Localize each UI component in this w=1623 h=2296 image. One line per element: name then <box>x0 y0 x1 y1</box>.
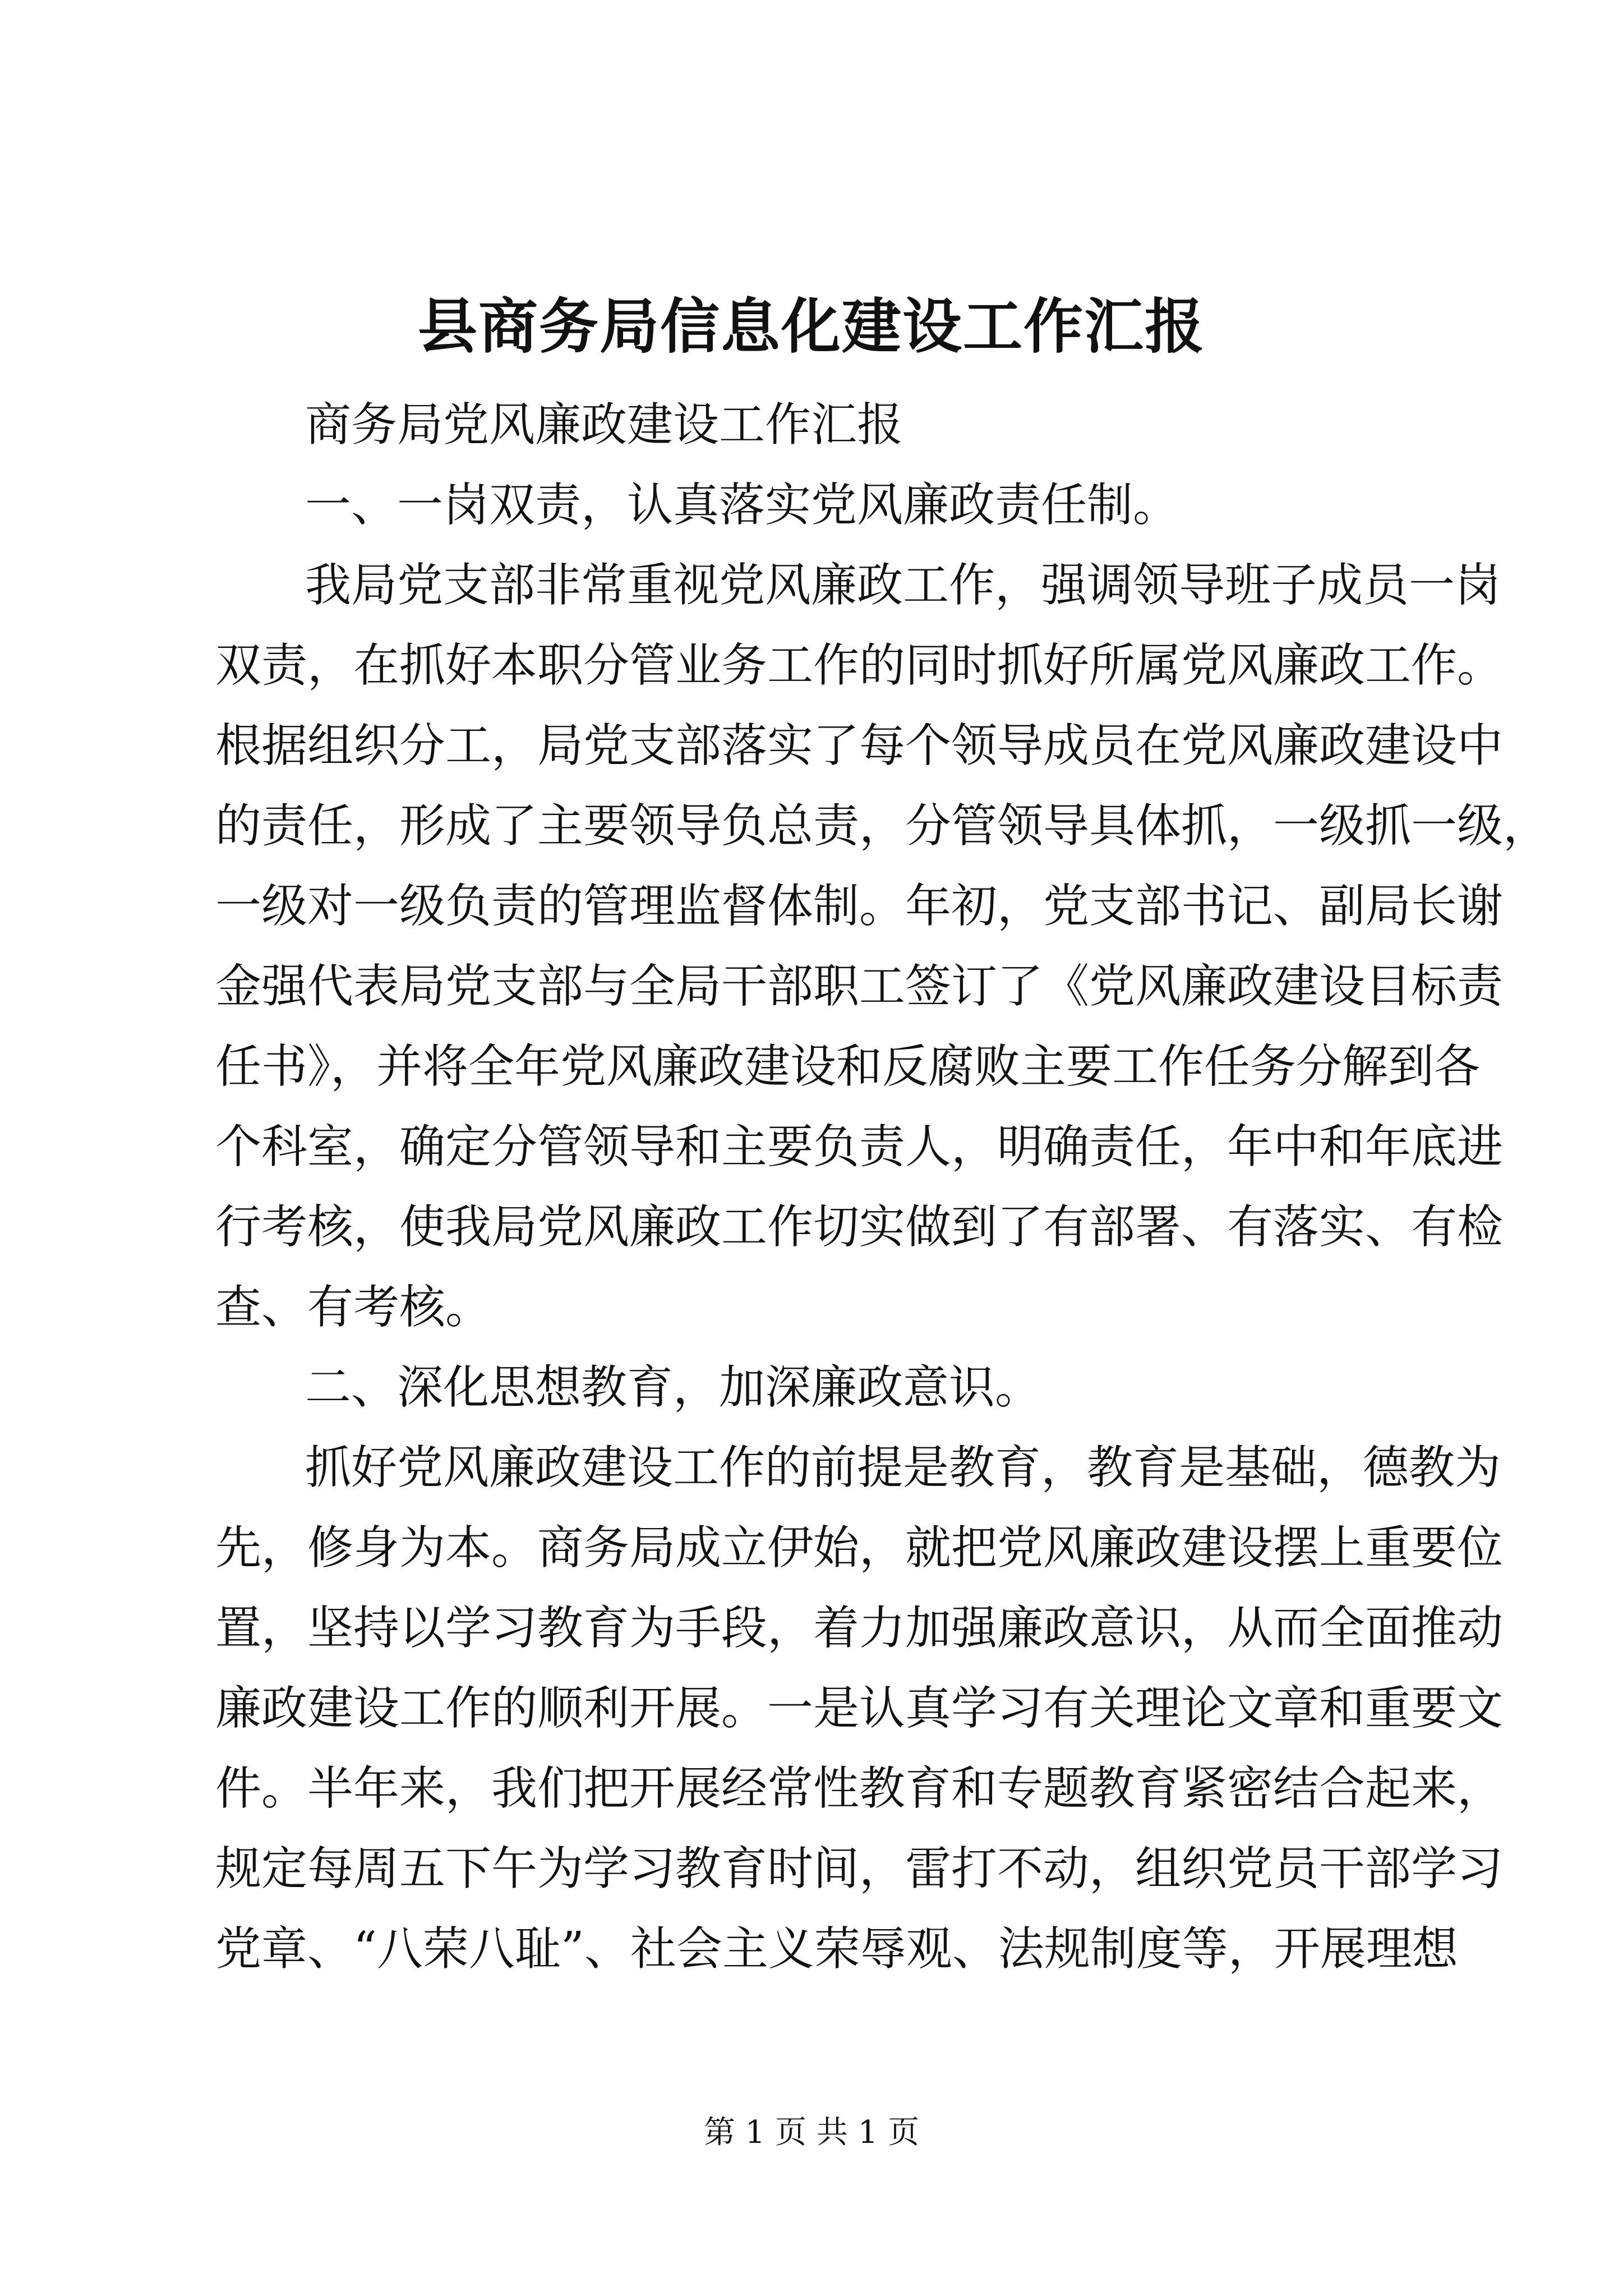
paragraph-line: 双责，在抓好本职分管业务工作的同时抓好所属党风廉政工作。 <box>215 639 1504 692</box>
paragraph-line: 党章、“八荣八耻”、社会主义荣辱观、法规制度等，开展理想 <box>215 1922 1458 1976</box>
paragraph-line: 规定每周五下午为学习教育时间，雷打不动，组织党员干部学习 <box>215 1842 1504 1895</box>
paragraph-line: 行考核，使我局党风廉政工作切实做到了有部署、有落实、有检 <box>215 1200 1504 1254</box>
paragraph-line: 我局党支部非常重视党风廉政工作，强调领导班子成员一岗 <box>305 559 1501 612</box>
paragraph-line: 抓好党风廉政建设工作的前提是教育，教育是基础，德教为 <box>305 1441 1501 1494</box>
paragraph-line: 一级对一级负责的管理监督体制。年初，党支部书记、副局长谢 <box>215 880 1504 933</box>
paragraph-line: 商务局党风廉政建设工作汇报 <box>305 398 903 452</box>
paragraph-line: 个科室，确定分管领导和主要负责人，明确责任，年中和年底进 <box>215 1120 1504 1174</box>
paragraph-line: 查、有考核。 <box>215 1281 492 1334</box>
paragraph-line: 一、一岗双责，认真落实党风廉政责任制。 <box>305 478 1179 532</box>
paragraph-line: 根据组织分工，局党支部落实了每个领导成员在党风廉政建设中 <box>215 719 1504 772</box>
paragraph-line: 二、深化思想教育，加深廉政意识。 <box>305 1361 1041 1414</box>
paragraph-line: 置，坚持以学习教育为手段，着力加强廉政意识，从而全面推动 <box>215 1602 1504 1655</box>
paragraph-line: 廉政建设工作的顺利开展。一是认真学习有关理论文章和重要文 <box>215 1682 1504 1735</box>
paragraph-line: 件。半年来，我们把开展经常性教育和专题教育紧密结合起来， <box>215 1762 1504 1815</box>
paragraph-line: 先，修身为本。商务局成立伊始，就把党风廉政建设摆上重要位 <box>215 1521 1504 1575</box>
page-footer: 第 1 页 共 1 页 <box>703 2114 920 2151</box>
document-title: 县商务局信息化建设工作汇报 <box>418 291 1205 361</box>
paragraph-line: 的责任，形成了主要领导负总责，分管领导具体抓，一级抓一级， <box>215 799 1550 853</box>
paragraph-line: 金强代表局党支部与全局干部职工签订了《党风廉政建设目标责 <box>215 960 1504 1013</box>
paragraph-line: 任书》，并将全年党风廉政建设和反腐败主要工作任务分解到各 <box>215 1040 1481 1093</box>
document-body <box>215 385 1550 1989</box>
